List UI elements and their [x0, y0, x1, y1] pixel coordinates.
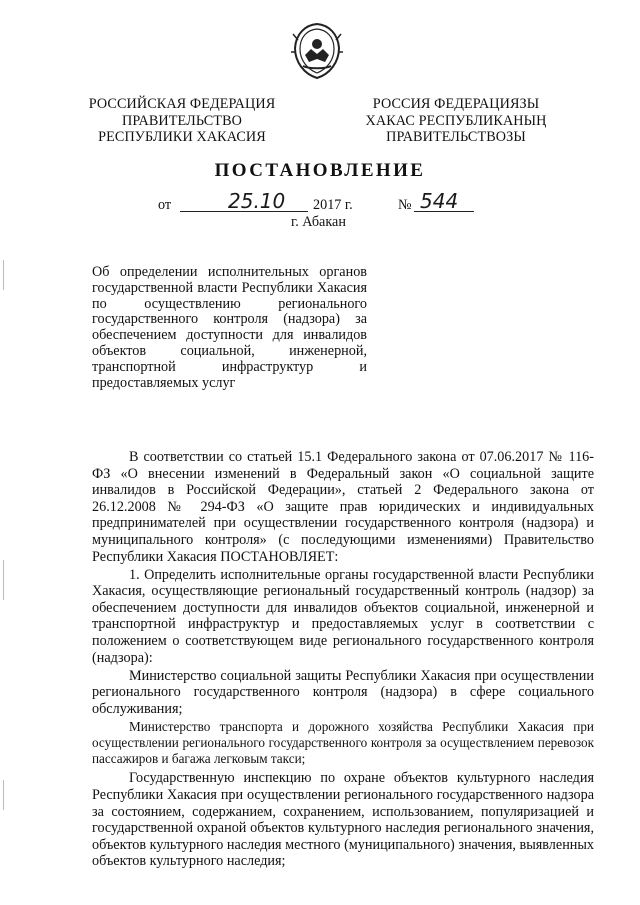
subject-block: [92, 265, 367, 391]
number-prefix: №: [398, 197, 412, 213]
subject-line: объектов социальной, инженерной,: [92, 342, 367, 359]
header-right-block: [356, 96, 556, 146]
scan-edge-mark: [3, 780, 4, 810]
year-label: 2017 г.: [313, 197, 353, 213]
body-paragraph: Министерство социальной защиты Республики Хакасия при осуществлении регионального государственного контроля (надзора) в сфере социального обслуживания;: [92, 667, 594, 717]
subject-line: Об определении исполнительных органов: [92, 264, 367, 280]
subject-line: транспортной инфраструктур и: [92, 358, 367, 375]
header-left-block: [82, 96, 282, 146]
subject-line: предоставляемых услуг: [92, 374, 236, 391]
header-right-line-2: ХАКАС РЕСПУБЛИКАНЫҢ: [365, 112, 547, 129]
body-paragraph: В соответствии со статьей 15.1 Федерального закона от 07.06.2017 № 116-ФЗ «О внесении изменений в Федеральный закон «О социальной защите инвалидов в Российской Федерации», статьей 2 Федерального закона от 26.12.2008 № 294-ФЗ «О защите прав юридических и индивидуальных предпринимателей при осуществлении государственного контроля (надзора) и муниципального контроля» (с последующими изменениями) Правительство Республики Хакасия ПОСТАНОВЛЯЕТ:: [92, 449, 594, 565]
body-paragraph: Министерство транспорта и дорожного хозяйства Республики Хакасия при осуществлении регионального государственного контроля за осуществлением перевозок пассажиров и багажа легковым такси;: [92, 719, 594, 766]
number-handwritten: 544: [420, 189, 459, 213]
subject-line: по осуществлению регионального: [92, 295, 367, 312]
city-label: г. Абакан: [291, 214, 346, 230]
subject-line: государственной власти Республики Хакасия: [92, 279, 367, 296]
body-paragraph: Государственную инспекцию по охране объектов культурного наследия Республики Хакасия при осуществлении регионального государственного надзора за состоянием, содержанием, сохранением, использованием, популяризацией и государственной охраной объектов культурного наследия регионального значения, объектов культурного наследия местного (муниципального) значения, выявленных объектов культурного наследия;: [92, 770, 594, 870]
document-type-title: ПОСТАНОВЛЕНИЕ: [214, 160, 426, 181]
document-body: [92, 449, 594, 871]
header-left-line-1: РОССИЙСКАЯ ФЕДЕРАЦИЯ: [88, 96, 276, 112]
body-paragraph: 1. Определить исполнительные органы государственной власти Республики Хакасия, осуществляющие региональный государственный контроль (надзор) за обеспечением доступности для инвалидов объектов социальной, инженерной и транспортной инфраструктур и предоставляемых услуг в соответствии с положением о соответствующем виде регионального государственного контроля (надзора):: [92, 566, 594, 666]
header-right-line-3: ПРАВИТЕЛЬСТВОЗЫ: [386, 129, 526, 145]
scan-edge-mark: [3, 560, 4, 600]
scan-edge-mark: [3, 260, 4, 290]
date-prefix: от: [158, 197, 172, 213]
header-left-line-3: РЕСПУБЛИКИ ХАКАСИЯ: [98, 129, 266, 145]
date-handwritten: 25.10: [228, 189, 286, 213]
header-left-line-2: ПРАВИТЕЛЬСТВО: [122, 112, 242, 129]
coat-of-arms-icon: [291, 22, 343, 80]
header-right-line-1: РОССИЯ ФЕДЕРАЦИЯЗЫ: [372, 96, 540, 112]
subject-line: государственного контроля (надзора) за: [92, 311, 367, 328]
subject-line: обеспечением доступности для инвалидов: [92, 327, 367, 344]
